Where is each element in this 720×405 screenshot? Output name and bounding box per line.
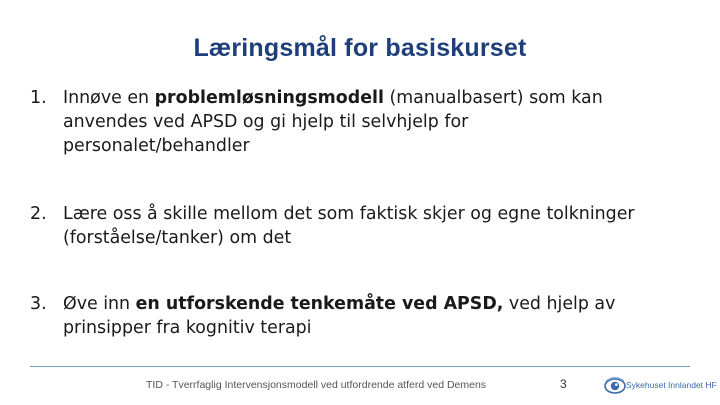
organization-logo xyxy=(604,375,717,397)
text-run: ved hjelp av xyxy=(503,294,616,314)
list-item-number: 3. xyxy=(30,294,47,314)
text-run: (manualbasert) som kan xyxy=(383,88,603,108)
list-item-text xyxy=(63,292,690,340)
list-item xyxy=(30,202,690,250)
list-item-number: 1. xyxy=(30,88,47,108)
list-item-number: 2. xyxy=(30,204,47,224)
page-number: 3 xyxy=(560,377,567,391)
list-item-text xyxy=(63,86,690,158)
slide-title: Læringsmål for basiskurset xyxy=(193,34,527,62)
list-item-line: prinsipper fra kognitiv terapi xyxy=(63,318,312,338)
footer-divider xyxy=(30,366,690,367)
list-item-line: personalet/behandler xyxy=(63,136,250,156)
list-item-line: (forståelse/tanker) om det xyxy=(63,228,292,248)
list-item-line: anvendes ved APSD og gi hjelp til selvhjelp for xyxy=(63,112,469,132)
logo-text: Sykehuset Innlandet HF xyxy=(626,380,717,390)
bold-text-run: en utforskende tenkemåte ved APSD, xyxy=(135,294,504,314)
eye-logo-icon xyxy=(604,375,626,397)
bold-text-run: problemløsningsmodell xyxy=(154,88,384,108)
text-run: Øve inn xyxy=(63,294,136,314)
list-item-line xyxy=(63,294,615,314)
list-item xyxy=(30,292,690,340)
text-run: Innøve en xyxy=(63,88,155,108)
list-item-line: Lære oss å skille mellom det som faktisk skjer og egne tolkninger xyxy=(63,204,635,224)
list-item-text xyxy=(63,202,690,250)
list-item xyxy=(30,86,690,158)
footer-text: TID - Tverrfaglig Intervensjonsmodell ved utfordrende atferd ved Demens xyxy=(146,379,487,391)
list-item-line xyxy=(63,88,603,108)
